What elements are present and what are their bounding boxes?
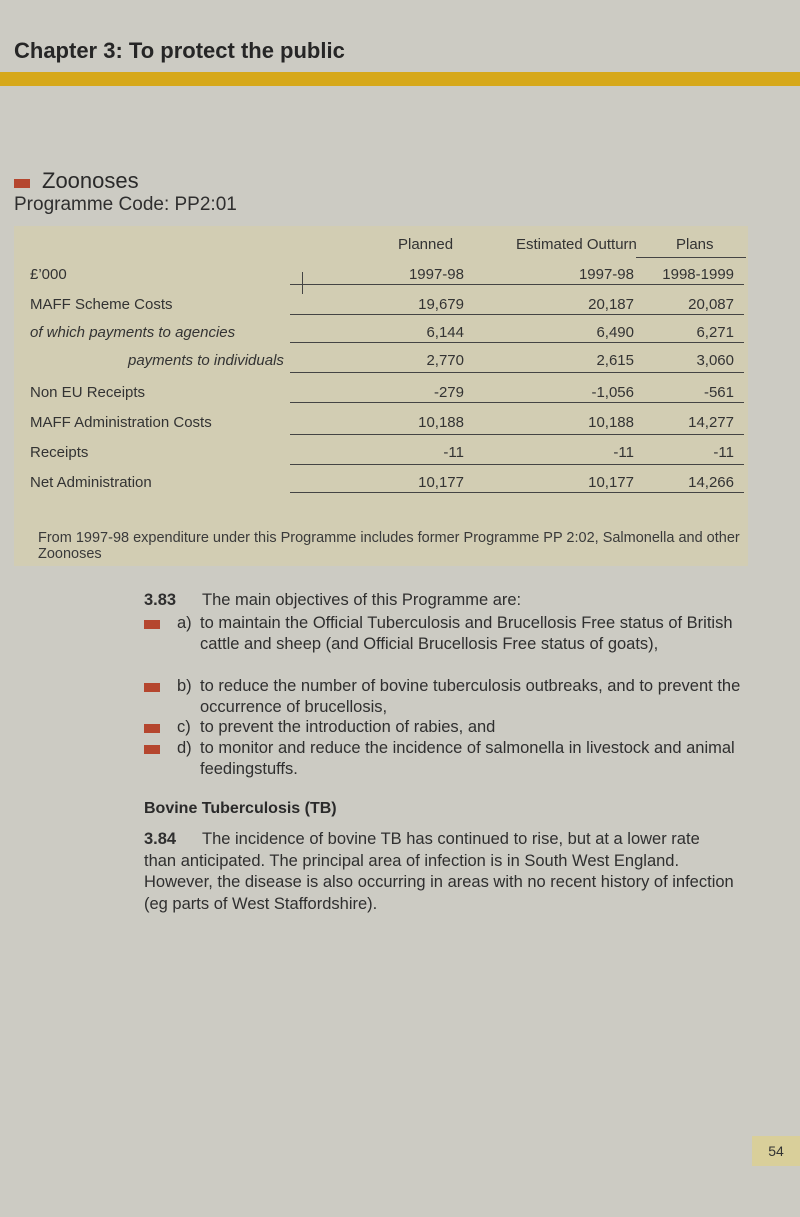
chapter-accent-bar (0, 72, 800, 86)
table-cell: -279 (433, 384, 464, 401)
table-cell: 10,188 (418, 414, 464, 431)
table-cell: -11 (443, 444, 464, 461)
col-year-planned: 1997-98 (408, 266, 464, 283)
table-cell: -1,056 (591, 384, 634, 401)
item-text: to monitor and reduce the incidence of salmonella in livestock and animal feedingstuffs. (200, 739, 735, 778)
col-header-plans: Plans (676, 236, 714, 253)
row-label: MAFF Scheme Costs (30, 296, 173, 313)
table-cell: 20,087 (688, 296, 734, 313)
table-cell: 14,266 (688, 474, 734, 491)
header-tick (302, 272, 303, 294)
item-text: to prevent the introduction of rabies, and (200, 718, 496, 736)
row-rule (290, 314, 744, 315)
chapter-title: Chapter 3: To protect the public (14, 38, 345, 63)
item-letter: d) (177, 739, 192, 757)
programme-code: Programme Code: PP2:01 (14, 194, 237, 215)
row-rule (290, 492, 744, 493)
row-rule (290, 402, 744, 403)
table-cell: 19,679 (418, 296, 464, 313)
table-cell: 10,177 (588, 474, 634, 491)
table-footnote: From 1997-98 expenditure under this Programme includes former Programme PP 2:02, Salmonella and other Zoonoses (38, 530, 740, 562)
row-rule (290, 464, 744, 465)
table-cell: 2,615 (596, 352, 634, 369)
list-item (144, 613, 770, 655)
page-number: 54 (752, 1136, 800, 1166)
table-cell: 14,277 (688, 414, 734, 431)
paragraph-number: 3.83 (144, 591, 177, 609)
square-bullet-icon (144, 620, 160, 629)
tb-paragraph (144, 829, 734, 915)
row-rule (290, 372, 744, 373)
expenditure-table (14, 226, 748, 566)
row-label: payments to individuals (128, 352, 284, 369)
list-item (144, 676, 770, 718)
plans-underline (636, 257, 746, 258)
col-header-outturn: Estimated Outturn (516, 236, 637, 253)
row-label: Receipts (30, 444, 89, 461)
item-text: to reduce the number of bovine tuberculosis outbreaks, and to prevent the occurrence of brucellosis, (200, 677, 741, 716)
row-rule (290, 342, 744, 343)
header-rule (290, 284, 744, 285)
row-label: Net Administration (30, 474, 152, 491)
item-letter: c) (177, 718, 191, 736)
unit-label: £’000 (30, 266, 67, 283)
table-cell: -11 (613, 444, 634, 461)
objectives-intro (144, 591, 521, 610)
square-bullet-icon (144, 724, 160, 733)
paragraph-number: 3.84 (144, 830, 177, 848)
table-cell: 6,490 (596, 324, 634, 341)
objectives-intro-text: The main objectives of this Programme are: (202, 591, 522, 609)
col-year-outturn: 1997-98 (578, 266, 634, 283)
table-cell: -561 (703, 384, 734, 401)
list-item (144, 738, 770, 780)
table-cell: 10,177 (418, 474, 464, 491)
item-text: to maintain the Official Tuberculosis and Brucellosis Free status of British cattle and sheep (and Official Brucellosis Free status of goats), (200, 614, 733, 653)
item-letter: b) (177, 677, 192, 695)
row-label: of which payments to agencies (30, 324, 236, 341)
square-bullet-icon (144, 745, 160, 754)
table-cell: 20,187 (588, 296, 634, 313)
section-heading (14, 168, 139, 194)
table-cell: 6,271 (696, 324, 734, 341)
square-bullet-icon (14, 179, 30, 188)
section-title: Zoonoses (42, 168, 139, 193)
item-letter: a) (177, 614, 192, 632)
table-cell: 3,060 (696, 352, 734, 369)
square-bullet-icon (144, 683, 160, 692)
table-cell: 10,188 (588, 414, 634, 431)
table-cell: -11 (713, 444, 734, 461)
table-cell: 2,770 (426, 352, 464, 369)
col-year-plans: 1998-1999 (662, 266, 734, 283)
tb-heading: Bovine Tuberculosis (TB) (144, 800, 337, 817)
row-label: Non EU Receipts (30, 384, 146, 401)
tb-paragraph-text: The incidence of bovine TB has continued to rise, but at a lower rate than anticipated. The principal area of infection is in South West England. However, the disease is also occurring in areas with no recent history of infection (eg parts of West Staffordshire). (144, 830, 734, 913)
table-cell: 6,144 (426, 324, 464, 341)
row-rule (290, 434, 744, 435)
row-label: MAFF Administration Costs (30, 414, 212, 431)
col-header-planned: Planned (398, 236, 454, 253)
list-item (144, 717, 770, 738)
